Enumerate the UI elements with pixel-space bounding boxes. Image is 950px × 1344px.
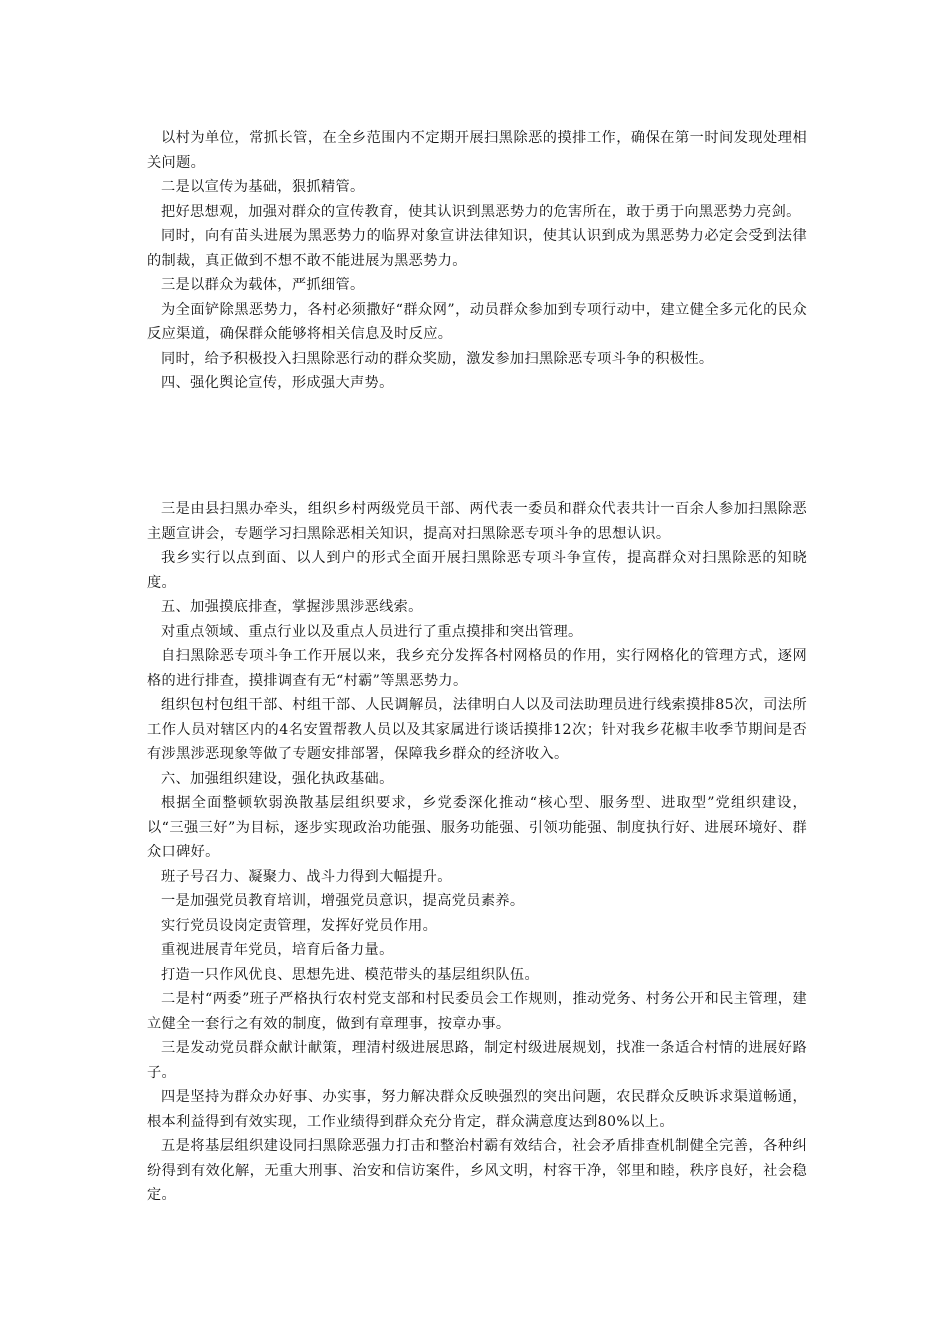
- paragraph: 我乡实行以点到面、以人到户的形式全面开展扫黑除恶专项斗争宣传，提高群众对扫黑除恶的知晓度。: [147, 550, 807, 591]
- paragraph: 根据全面整顿软弱涣散基层组织要求，乡党委深化推动“核心型、服务型、进取型”党组织建设，以“三强三好”为目标，逐步实现政治功能强、服务功能强、引领功能强、制度执行好、进展环境好、群众口碑好。: [147, 795, 807, 860]
- paragraph: 三是发动党员群众献计献策，理清村级进展思路，制定村级进展规划，找准一条适合村情的进展好路子。: [147, 1040, 807, 1081]
- text-section-bottom: [147, 497, 807, 1208]
- paragraph: 同时，向有苗头进展为黑恶势力的临界对象宣讲法律知识，使其认识到成为黑恶势力必定会受到法律的制裁，真正做到不想不敢不能进展为黑恶势力。: [147, 228, 807, 269]
- text-section-top: [147, 126, 807, 396]
- paragraph: 为全面铲除黑恶势力，各村必须撒好“群众网”，动员群众参加到专项行动中，建立健全多元化的民众反应渠道，确保群众能够将相关信息及时反应。: [147, 301, 807, 342]
- paragraph: 五是将基层组织建设同扫黑除恶强力打击和整治村霸有效结合，社会矛盾排查机制健全完善，各种纠纷得到有效化解，无重大刑事、治安和信访案件，乡风文明，村容干净，邻里和睦，秩序良好，社会稳定。: [147, 1138, 807, 1203]
- paragraph: 三是由县扫黑办牵头，组织乡村两级党员干部、两代表一委员和群众代表共计一百余人参加扫黑除恶主题宣讲会，专题学习扫黑除恶相关知识，提高对扫黑除恶专项斗争的思想认识。: [147, 501, 807, 542]
- paragraph: 实行党员设岗定责管理，发挥好党员作用。: [161, 917, 438, 934]
- paragraph: 班子号召力、凝聚力、战斗力得到大幅提升。: [161, 868, 452, 885]
- paragraph: 四是坚持为群众办好事、办实事，努力解决群众反映强烈的突出问题，农民群众反映诉求渠道畅通，根本利益得到有效实现，工作业绩得到群众充分肯定，群众满意度达到80%以上。: [147, 1089, 807, 1130]
- paragraph: 同时，给予积极投入扫黑除恶行动的群众奖励，激发参加扫黑除恶专项斗争的积极性。: [161, 350, 714, 367]
- paragraph: 三是以群众为载体，严抓细管。: [161, 277, 365, 293]
- paragraph: 把好思想观，加强对群众的宣传教育，使其认识到黑恶势力的危害所在，敢于勇于向黑恶势力亮剑。: [161, 203, 801, 220]
- paragraph: 自扫黑除恶专项斗争工作开展以来，我乡充分发挥各村网格员的作用，实行网格化的管理方式，逐网格的进行排查，摸排调查有无“村霸”等黑恶势力。: [147, 648, 807, 689]
- paragraph: 重视进展青年党员，培育后备力量。: [161, 942, 394, 958]
- paragraph: 四、强化舆论宣传，形成强大声势。: [161, 375, 394, 391]
- paragraph: 五、加强摸底排查，掌握涉黑涉恶线索。: [161, 599, 423, 615]
- paragraph: 二是村“两委”班子严格执行农村党支部和村民委员会工作规则，推动党务、村务公开和民主管理，建立健全一套行之有效的制度，做到有章理事，按章办事。: [147, 991, 807, 1032]
- paragraph: 二是以宣传为基础，狠抓精管。: [161, 179, 365, 195]
- paragraph: 以村为单位，常抓长管，在全乡范围内不定期开展扫黑除恶的摸排工作，确保在第一时间发现处理相关问题。: [147, 130, 807, 171]
- paragraph: 一是加强党员教育培训，增强党员意识，提高党员素养。: [161, 893, 525, 909]
- paragraph: 组织包村包组干部、村组干部、人民调解员，法律明白人以及司法助理员进行线索摸排85次，司法所工作人员对辖区内的4名安置帮教人员以及其家属进行谈话摸排12次；针对我乡花椒丰收季节期间是否有涉黑涉恶现象等做了专题安排部署，保障我乡群众的经济收入。: [147, 697, 807, 762]
- paragraph: 六、加强组织建设，强化执政基础。: [161, 770, 394, 787]
- paragraph: 对重点领域、重点行业以及重点人员进行了重点摸排和突出管理。: [161, 623, 583, 640]
- paragraph: 打造一只作风优良、思想先进、模范带头的基层组织队伍。: [161, 966, 539, 983]
